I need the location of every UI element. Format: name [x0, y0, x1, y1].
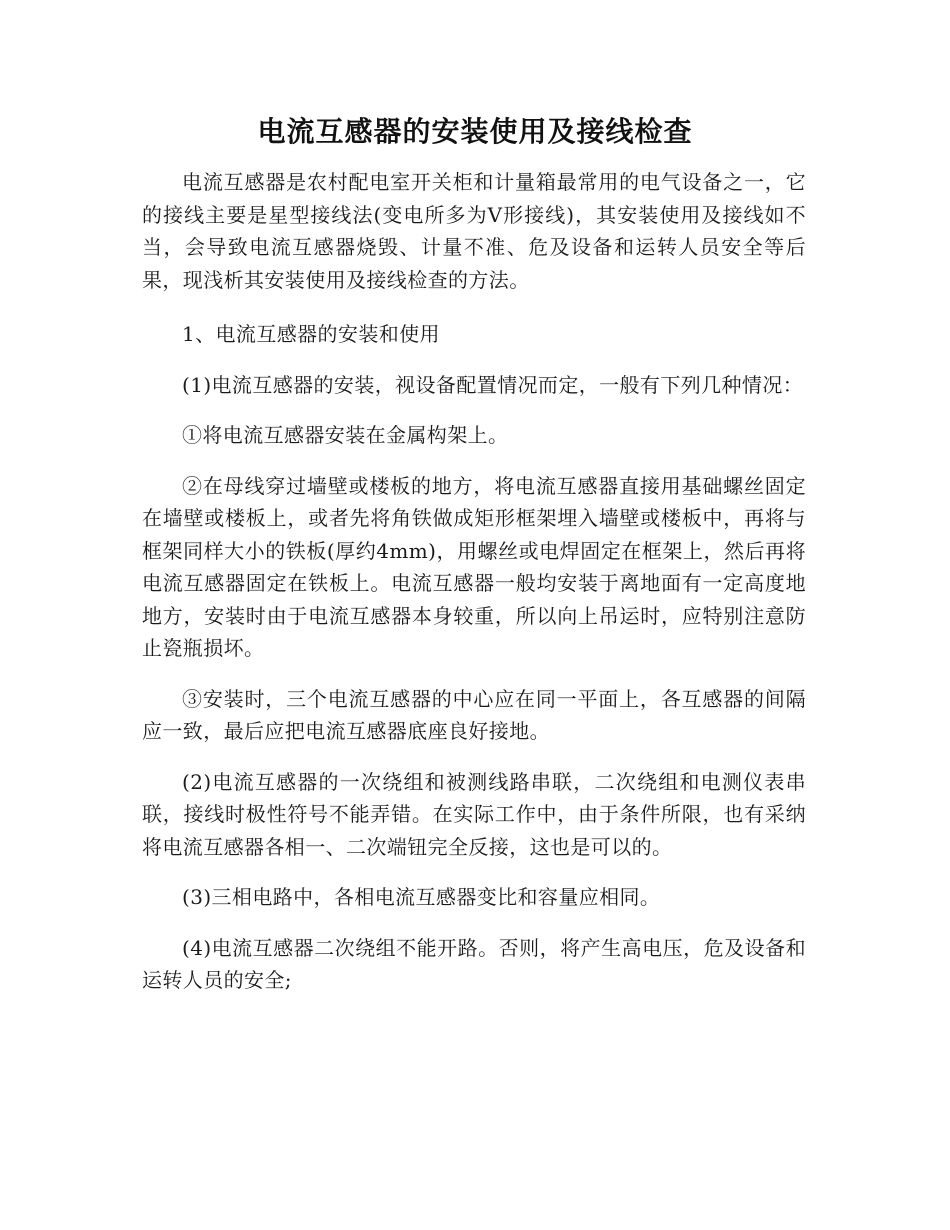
- document-title: 电流互感器的安装使用及接线检查: [257, 115, 693, 148]
- paragraph-item-2: (2)电流互感器的一次绕组和被测线路串联，二次绕组和电测仪表串联，接线时极性符号不能弄错。在实际工作中，由于条件所限，也有采纳将电流互感器各相一、二次端钮完全反接，这也是可以的。: [142, 769, 806, 859]
- paragraph-subitem-1: ①将电流互感器安装在金属构架上。: [182, 423, 509, 447]
- document-body: [142, 166, 806, 1015]
- paragraph-subitem-2: ②在母线穿过墙壁或楼板的地方，将电流互感器直接用基础螺丝固定在墙壁或楼板上，或者先将角铁做成矩形框架埋入墙壁或楼板中，再将与框架同样大小的铁板(厚约4mm)，用螺丝或电焊固定在框架上，然后再将电流互感器固定在铁板上。电流互感器一般均安装于离地面有一定高度地地方，安装时由于电流互感器本身较重，所以向上吊运时，应特别注意防止瓷瓶损坏。: [142, 473, 806, 660]
- paragraph-item-4: (4)电流互感器二次绕组不能开路。否则，将产生高电压，危及设备和运转人员的安全;: [142, 935, 806, 992]
- paragraph-subitem-3: ③安装时，三个电流互感器的中心应在同一平面上，各互感器的间隔应一致，最后应把电流互感器底座良好接地。: [142, 686, 806, 743]
- paragraph-item-3: (3)三相电路中，各相电流互感器变比和容量应相同。: [182, 885, 661, 909]
- paragraph-item-1: (1)电流互感器的安装，视设备配置情况而定，一般有下列几种情况：: [182, 372, 804, 397]
- section-heading-install-use: 1、电流互感器的安装和使用: [182, 322, 440, 346]
- intro-paragraph: 电流互感器是农村配电室开关柜和计量箱最常用的电气设备之一，它的接线主要是星型接线法(变电所多为V形接线)，其安装使用及接线如不当，会导致电流互感器烧毁、计量不准、危及设备和运转人员安全等后果，现浅析其安装使用及接线检查的方法。: [142, 170, 806, 292]
